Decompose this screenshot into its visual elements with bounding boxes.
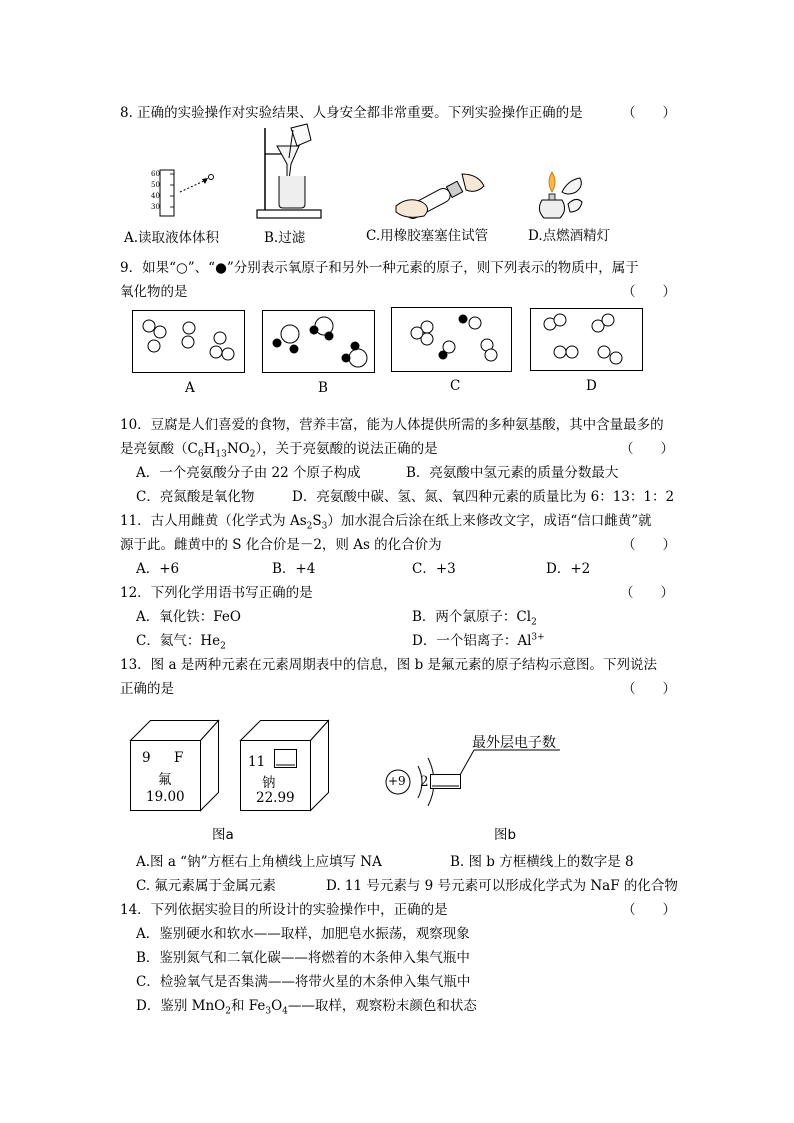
q9-label-a: A <box>185 380 195 396</box>
q13-inner-electrons: 2 <box>420 774 429 790</box>
q10-option-d: D．亮氨酸中碳、氢、氮、氧四种元素的质量比为 6：13：1：2 <box>292 489 675 505</box>
q12-stem: 12．下列化学用语书写正确的是 <box>120 585 313 601</box>
q13-f-symbol: F <box>174 750 184 766</box>
q8-figure-graduated-cylinder <box>150 168 220 220</box>
q11-option-d: D．+2 <box>546 561 591 577</box>
q9-answer-paren: （ ） <box>622 284 676 300</box>
q8-answer-paren: （ ） <box>622 105 676 121</box>
q11-answer-paren: （ ） <box>622 537 676 553</box>
q8-option-b: B.过滤 <box>264 230 306 246</box>
q13-option-a: A.图 a “钠”方框右上角横线上应填写 NA <box>136 854 382 870</box>
q8-figure-alcohol-lamp <box>532 168 588 220</box>
q13-f-name: 氟 <box>158 772 172 788</box>
q12-option-d: D．一个铝离子：$Al^{3+}$ <box>412 632 545 649</box>
q8-scale-tick-30: 30 <box>151 203 160 211</box>
q10-stem-line2: 是亮氨酸$(C_6H_{13}NO_2)$，关于亮氨酸的说法正确的是 <box>120 441 438 460</box>
q13-f-mass: 19.00 <box>146 789 185 805</box>
q14-option-a: A．鉴别硬水和软水——取样，加肥皂水振荡，观察现象 <box>136 926 470 942</box>
q8-scale-tick-60: 60 <box>151 170 160 178</box>
q13-na-number: 11 <box>248 754 266 770</box>
q9-box-d <box>530 308 644 372</box>
q8-stem: 8. 正确的实验操作对实验结果、人身安全都非常重要。下列实验操作正确的是 <box>120 105 583 121</box>
q13-option-b: B. 图 b 方框横线上的数字是 8 <box>450 854 634 870</box>
q13-na-mass: 22.99 <box>256 790 295 806</box>
q8-figure-test-tube-stopper <box>392 172 488 220</box>
q10-answer-paren: （ ） <box>620 441 674 457</box>
q9-stem-line1: 9．如果“○”、“●”分别表示氧原子和另外一种元素的原子，则下列表示的物质中，属于 <box>120 260 639 276</box>
q8-option-a: A.读取液体体积 <box>124 230 220 246</box>
q9-box-b <box>262 310 376 374</box>
q10-option-c: C．亮氮酸是氧化物 <box>136 489 255 505</box>
q14-answer-paren: （ ） <box>622 902 676 918</box>
q12-option-a: A．氧化铁：FeO <box>136 609 241 625</box>
q8-figure-filtration <box>255 124 325 220</box>
q14-option-d: D．鉴别 MnO$_2$和 $Fe_3O_4——$取样，观察粉末颜色和状态 <box>136 998 477 1017</box>
q10-option-a: A．一个亮氨酸分子由 22 个原子构成 <box>136 465 361 481</box>
q10-option-b: B．亮氨酸中氢元素的质量分数最大 <box>406 465 619 481</box>
q12-answer-paren: （ ） <box>620 585 674 601</box>
q9-stem-line2: 氧化物的是 <box>120 284 188 300</box>
q9-box-c <box>391 307 513 373</box>
q11-option-a: A．+6 <box>136 561 180 577</box>
q8-option-c: C.用橡胶塞塞住试管 <box>366 228 489 244</box>
q12-option-b: B．两个氯原子：$Cl_2$ <box>412 609 537 628</box>
q9-label-c: C <box>450 378 461 394</box>
q11-option-b: B．+4 <box>272 561 316 577</box>
q13-answer-paren: （ ） <box>622 681 676 697</box>
q14-option-c: C．检验氧气是否集满——将带火星的木条伸入集气瓶中 <box>136 974 471 990</box>
q8-scale-tick-40: 40 <box>151 192 160 200</box>
q9-label-b: B <box>318 380 328 396</box>
q13-nucleus-charge: +9 <box>388 774 406 788</box>
q10-stem-line1: 10．豆腐是人们喜爱的食物，营养丰富，能为人体提供所需的多种氨基酸，其中含量最多的 <box>120 417 664 433</box>
q8-option-d: D.点燃酒精灯 <box>528 228 611 244</box>
q13-na-name: 钠 <box>262 775 276 791</box>
q13-option-c: C. 氟元素属于金属元素 <box>136 878 276 894</box>
q11-option-c: C．+3 <box>412 561 456 577</box>
q14-stem: 14．下列依据实验目的所设计的实验操作中，正确的是 <box>120 902 448 918</box>
q13-outer-electron-label: 最外层电子数 <box>472 735 556 751</box>
q13-stem-line2: 正确的是 <box>120 681 174 697</box>
q9-box-a <box>132 310 246 374</box>
q11-stem-line1: 11．古人用雌黄（化学式为 $As_2S_3$）加水混合后涂在纸上来修改文字，成语“信口雌黄”就 <box>120 513 652 532</box>
q13-f-number: 9 <box>142 750 151 766</box>
q13-figure-b-caption: 图b <box>494 827 517 843</box>
q9-label-d: D <box>586 378 597 394</box>
q13-stem-line1: 13．图 a 是两种元素在元素周期表中的信息，图 b 是氟元素的原子结构示意图。下列说法 <box>120 657 658 673</box>
q14-option-b: B．鉴别氮气和二氧化碳——将燃着的木条伸入集气瓶中 <box>136 950 470 966</box>
q13-option-d: D. 11 号元素与 9 号元素可以形成化学式为 NaF 的化合物 <box>326 878 678 894</box>
q12-option-c: C．氦气：$He_2$ <box>136 633 226 652</box>
q8-scale-tick-50: 50 <box>151 181 160 189</box>
q13-figure-a-caption: 图a <box>212 827 234 843</box>
q11-stem-line2: 源于此。雌黄中的 S 化合价是－2，则 As 的化合价为 <box>120 537 442 553</box>
